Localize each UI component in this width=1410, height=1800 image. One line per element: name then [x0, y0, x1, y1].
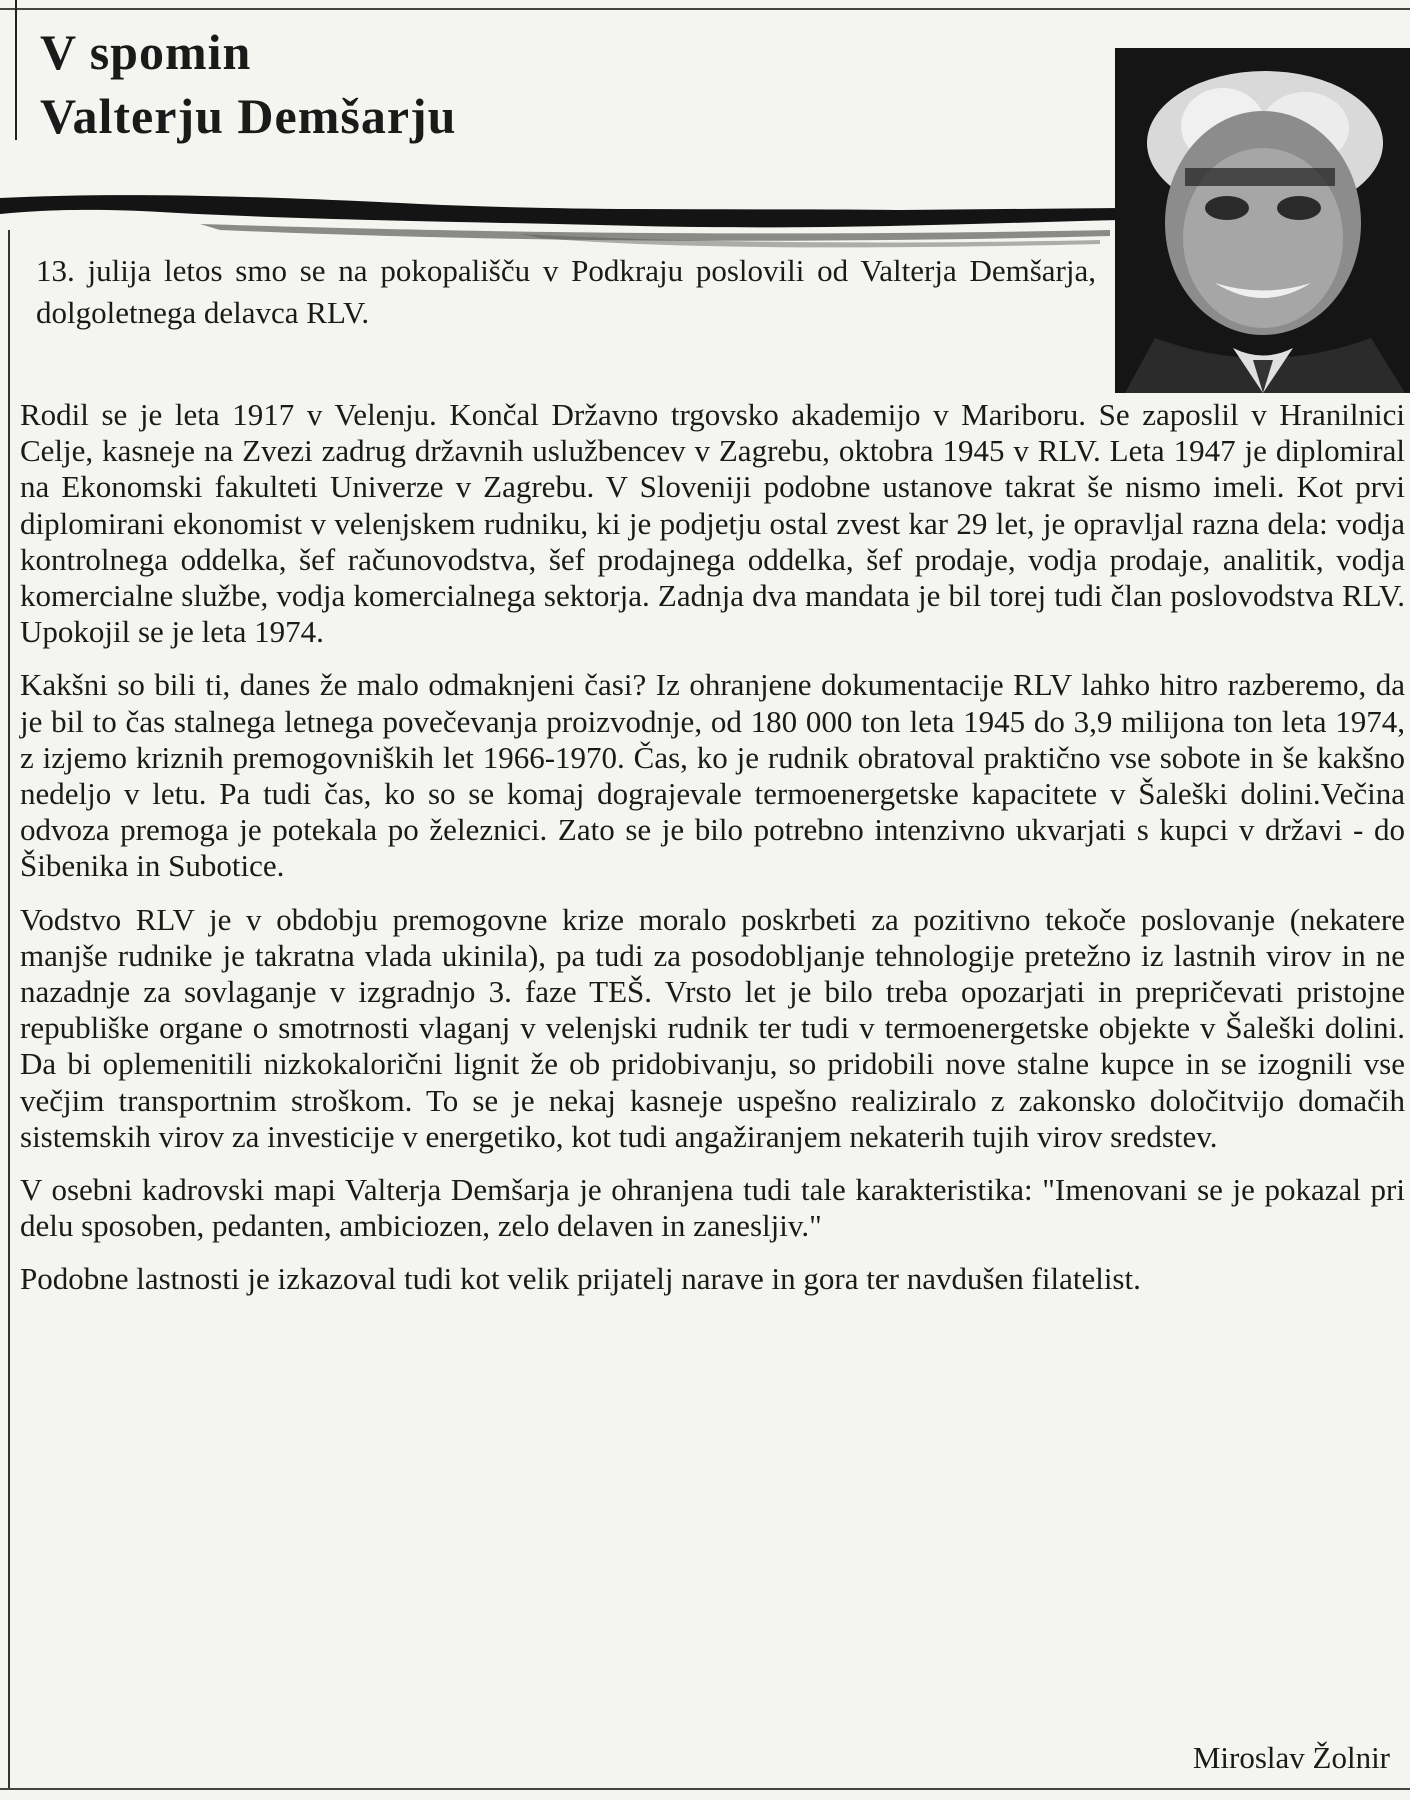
- ink-smear: [0, 190, 1120, 250]
- article-body: [20, 397, 1405, 1315]
- paragraph-5: Podobne lastnosti je izkazoval tudi kot velik prijatelj narave in gora ter navdušen filatelist.: [20, 1261, 1141, 1297]
- author-signature: Miroslav Žolnir: [1192, 1740, 1390, 1775]
- portrait-photo: [1115, 48, 1410, 393]
- intro-paragraph: 13. julija letos smo se na pokopališču v Podkraju poslovili od Valterja Demšarja, dolgoletnega delavca RLV.: [36, 253, 1096, 330]
- bottom-border: [0, 1788, 1410, 1790]
- paragraph-3: Vodstvo RLV je v obdobju premogovne krize moralo poskrbeti za pozitivno tekoče poslovanje (nekatere manjše rudnike je takratna vlada ukinila), pa tudi za posodobljanje tehnologije pretežno iz lastnih virov in ne nazadnje za sovlaganje v izgradnjo 3. faze TEŠ. Vrsto let je bilo treba opozarjati in prepričevati pristojne republiške organe o smotrnosti vlaganj v velenjski rudnik ter tudi v termoenergetske objekte v Šaleški dolini. Da bi oplemenitili nizkokalorični lignit že ob pridobivanju, so pridobili nove stalne kupce in se izognili vse večjim transportnim stroškom. To se je nekaj kasneje uspešno realiziralo z zakonsko določitvijo domačih sistemskih virov za investicije v energetiko, kot tudi angažiranjem nekaterih tujih virov sredstev.: [20, 901, 1405, 1154]
- paragraph-1: Rodil se je leta 1917 v Velenju. Končal Državno trgovsko akademijo v Mariboru. Se zaposlil v Hranilnici Celje, kasneje na Zvezi zadrug državnih uslužbencev v Zagrebu, oktobra 1945 v RLV. Leta 1947 je diplomiral na Ekonomski fakulteti Univerze v Zagrebu. V Sloveniji podobne ustanove takrat še nismo imeli. Kot prvi diplomirani ekonomist v velenjskem rudniku, ki je podjetju ostal zvest kar 29 let, je opravljal razna dela: vodja kontrolnega oddelka, šef računovodstva, šef prodajnega oddelka, šef prodaje, vodja prodaje, analitik, vodja komercialne službe, vodja komercialnega sektorja. Zadnja dva mandata je bil torej tudi član poslovodstva RLV. Upokojil se je leta 1974.: [20, 397, 1405, 650]
- left-border-upper: [15, 0, 17, 140]
- article-title: [40, 20, 456, 148]
- paragraph-4: V osebni kadrovski mapi Valterja Demšarja je ohranjena tudi tale karakteristika: "Imenovani se je pokazal pri delu sposoben, pedanten, ambiciozen, zelo delaven in zanesljiv.": [20, 1172, 1405, 1244]
- top-border: [0, 8, 1410, 10]
- left-border-lower: [8, 230, 10, 1790]
- paragraph-2: Kakšni so bili ti, danes že malo odmaknjeni časi? Iz ohranjene dokumentacije RLV lahko hitro razberemo, da je bil to čas stalnega letnega povečevanja proizvodnje, od 180 000 ton leta 1945 do 3,9 milijona ton leta 1974, z izjemo kriznih premogovniških let 1966-1970. Čas, ko je rudnik obratoval praktično vse sobote in še kakšno nedeljo v letu. Pa tudi čas, ko so se komaj dograjevale termoenergetske kapacitete v Šaleški dolini.Večina odvoza premoga je potekala po železnici. Zato se je bilo potrebno intenzivno ukvarjati s kupci v državi - do Šibenika in Subotice.: [20, 667, 1405, 884]
- title-line-2: Valterju Demšarju: [40, 88, 457, 144]
- title-line-1: V spomin: [40, 24, 252, 80]
